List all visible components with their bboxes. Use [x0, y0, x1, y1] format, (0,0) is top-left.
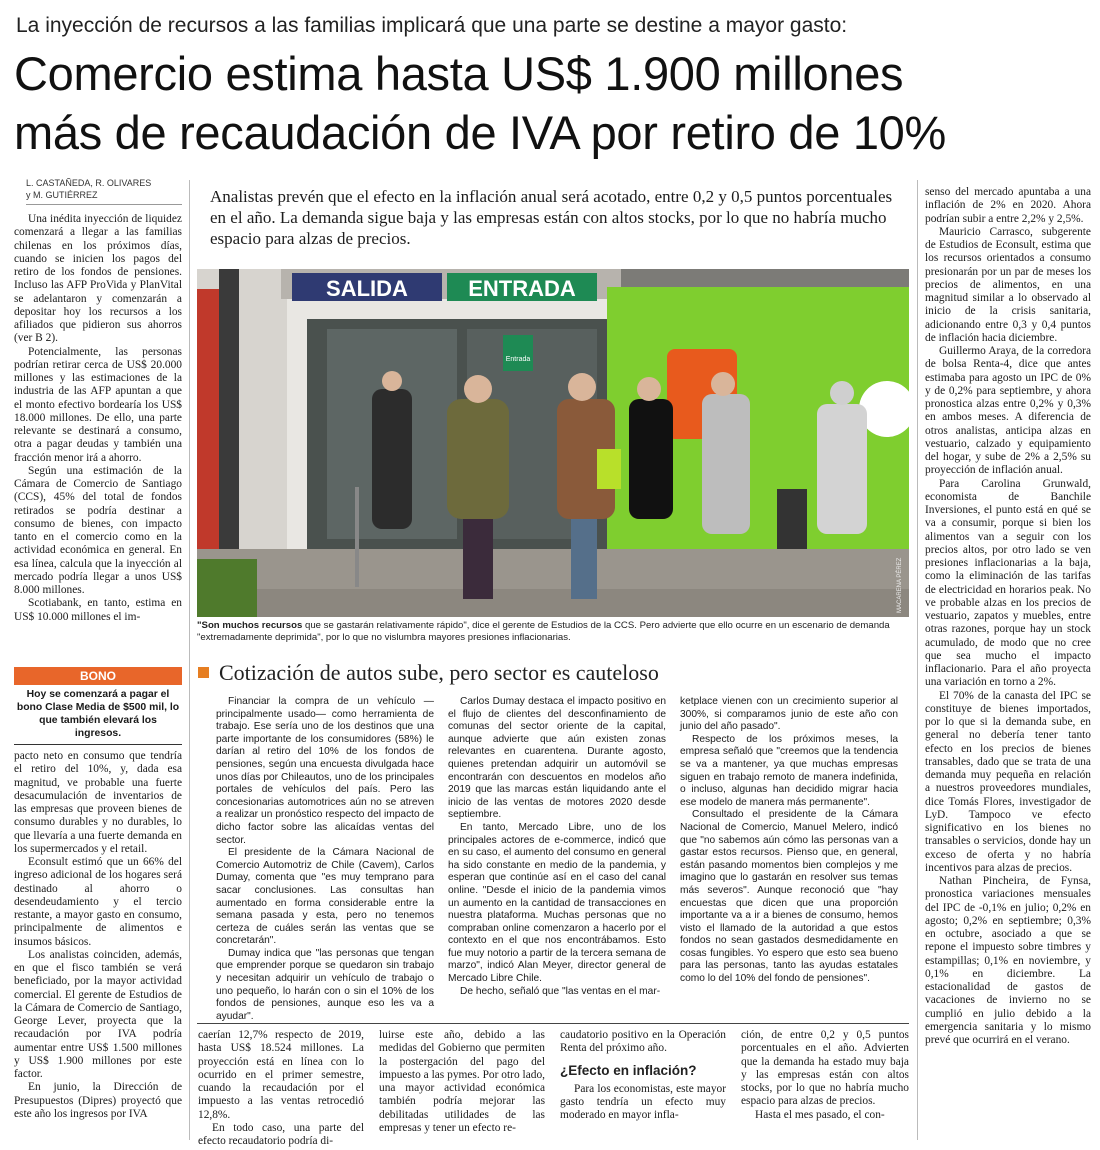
paragraph: El presidente de la Cámara Nacional de Comercio Automotriz de Chile (Cavem), Carlos Dumay, comenta que "es muy temprano para sacar conclusiones. Las consultas han aumentado en forma considerable entre la semana pasada y esta, pero no tenemos certeza de cuáles serán las ventas que se concretarán". — [216, 847, 434, 947]
paragraph: caerían 12,7% respecto de 2019, hasta US$ 18.524 millones. La proyección está en línea con lo ocurrido en el primer semestre, cuando la recaudación por el impuesto a las ventas retrocedió 12,8%. — [198, 1029, 364, 1121]
article-lede: Analistas prevén que el efecto en la inflación anual será acotado, entre 0,2 y 0,5 puntos porcentuales en el año. La demanda sigue baja y las empresas están con altos stocks, por lo que no habría mucho espacio para alzas de precios. — [210, 187, 893, 248]
headline-line-2: más de recaudación de IVA por retiro de 10% — [14, 106, 947, 159]
paragraph: Nathan Pincheira, de Fynsa, pronostica variaciones mensuales del IPC de -0,1% en julio; 0,2% en agosto; 0,2% en septiembre; 0,3% en octubre, asociado a que se repone el impuesto sobre timbres y estampillas; 0,1% en noviembre, y 0,1% en diciembre. La estacionalidad de gastos de vacaciones de invierno no se cumplió en julio debido a la emergencia sanitaria y lo mismo prevé que ocurrirá en el verano. — [925, 875, 1091, 1046]
autos-column-3 — [680, 696, 898, 986]
article-photo — [197, 269, 909, 617]
article-headline — [14, 44, 1094, 162]
column-divider — [189, 180, 190, 1140]
paragraph: Hasta el mes pasado, el con- — [755, 1108, 885, 1121]
photo-sign-exit: SALIDA — [326, 276, 408, 301]
paragraph: Econsult estimó que un 66% del ingreso adicional de los hogares será destinado al ahorro o desendeudamiento y el tercio restante, a mayor gasto en consumo, principalmente de alimentos e insumos básicos. — [14, 856, 182, 948]
paragraph: Una inédita inyección de liquidez comenzará a llegar a las familias chilenas en los próximos días, cuando se inicien los pagos del retiro de los fondos de pensiones. Incluso las AFP ProVida y PlanVital se adelantaron y comenzarán a depositar hoy los recursos a los afiliados que pidieron sus ahorros (ver B 2). — [14, 213, 182, 345]
right-column — [925, 186, 1091, 1047]
paragraph: Dumay indica que "las personas que tengan que emprender porque se quedaron sin trabajo y necesitan adquirir un vehículo de trabajo o uno pequeño, lo harán con o sin el 10% de los fondos de pensiones, aunque eso les va a ayudar". — [216, 947, 434, 1022]
paragraph: En junio, la Dirección de Presupuestos (Dipres) proyectó que este año los ingresos por IVA — [14, 1081, 182, 1120]
paragraph: Potencialmente, las personas podrían retirar cerca de US$ 20.000 millones y las estimaciones de la industria de las AFP apuntan a que el monto efectivo bordearía los US$ 18.000 millones. De ello, una parte relevante se destinará a consumo, otra a pagar deudas y también una fracción menor irá a ahorro. — [14, 345, 182, 464]
paragraph: De hecho, señaló que "las ventas en el mar- — [460, 985, 661, 997]
bottom-column-3 — [560, 1029, 726, 1123]
paragraph: senso del mercado apuntaba a una inflación de 2% en 2020. Ahora podrían subir a entre 2,2% y 2,5%. — [925, 186, 1091, 225]
byline-line-1: L. CASTAÑEDA, R. OLIVARES — [26, 178, 152, 188]
caption-text: que se gastarán relativamente rápido", dice el gerente de Estudios de la CCS. Pero advierte que ello ocurre en un escenario de demanda "extremadamente deprimida", por lo que no vislumbra mayores presiones inflacionarias. — [197, 620, 890, 643]
bottom-column-1 — [198, 1029, 364, 1148]
headline-line-1: Comercio estima hasta US$ 1.900 millones — [14, 47, 904, 100]
autos-column-2 — [448, 696, 666, 998]
bono-text: Hoy se comenzará a pagar el bono Clase Media de $500 mil, lo que también elevará los ingresos. — [16, 689, 180, 739]
bottom-column-2 — [379, 1029, 545, 1135]
autos-column-1 — [216, 696, 434, 1023]
bono-box — [14, 667, 182, 745]
photo-credit: MACARENA PÉREZ — [897, 557, 903, 613]
paragraph: Mauricio Carrasco, subgerente de Estudios de Econsult, estima que los recursos orientados a consumo presionarán por un par de meses los precios de alimentos, en una magnitud similar a lo observado al inicio de la crisis sanitaria, adicionando entre 0,3 y 0,4 puntos de inflación hacia diciembre. — [925, 225, 1091, 344]
byline — [26, 177, 151, 201]
paragraph: ción, de entre 0,2 y 0,5 puntos porcentuales en el año. Advierten que la demanda ha estado muy baja y las empresas están con altos stocks, por lo que no habría mucho espacio para alzas de precios. — [741, 1029, 909, 1108]
paragraph: ketplace vienen con un crecimiento superior al 300%, si comparamos junio de este año con junio del año pasado". — [680, 696, 898, 733]
photo-sign-entry: ENTRADA — [468, 276, 576, 301]
photo-sign-small: Entrada — [505, 356, 531, 363]
section-rule — [197, 1023, 909, 1024]
paragraph: El 70% de la canasta del IPC se constituye de bienes importados, por lo que si la demanda sube, en general no debería tener tanto efecto en los precios de bienes transables, dado que se trata de una demanda muy pequeña en relación a nuestros proveedores mundiales, dice Tomás Flores, investigador de LyD. Tampoco ve efecto significativo en los bienes no transables o servicios, donde hay un exceso de oferta y no habría incentivos para alzas de precios. — [925, 689, 1091, 874]
article-kicker: La inyección de recursos a las familias implicará que una parte se destine a mayor gasto: — [16, 14, 848, 37]
column-1-top — [14, 213, 182, 624]
inflation-subhead: ¿Efecto en inflación? — [560, 1062, 697, 1078]
bottom-column-4 — [741, 1029, 909, 1122]
paragraph: Respecto de los próximos meses, la empresa señaló que "creemos que la tendencia se va a mantener, ya que muchas empresas siguen en trabajo remoto de manera indefinida, o incluso, algunas han decidido migrar hacia ese modelo de manera más permanente". — [680, 733, 898, 808]
paragraph: Carlos Dumay destaca el impacto positivo en el flujo de clientes del desconfinamiento de comunas del sector oriente de la capital, aunque advierte que aún existen zonas relevantes en cuarentena. Durante agosto, quienes pretendan adquirir un automóvil se encontrarán con descuentos en modelos año 2019 que las marcas están liquidando ante el inicio de las ventas de motores 2020 desde septiembre. — [448, 696, 666, 821]
paragraph: Scotiabank, en tanto, estima en US$ 10.000 millones el im- — [14, 597, 182, 623]
paragraph: Financiar la compra de un vehículo —principalmente usado— como herramienta de trabajo. Ese sería uno de los destinos que una parte importante de los consumidores (58%) le darían al retiro del 10% de los fondos de pensiones, según una encuesta divulgada hace unos días por Chileautos, uno de los principales portales de vehículos del país. Pero las concesionarias automotrices aún no se atreven a realizar un pronóstico respecto del impacto de dicho factor sobre las alicaídas ventas del sector. — [216, 696, 434, 846]
bono-rule — [14, 744, 182, 745]
paragraph: Consultado el presidente de la Cámara Nacional de Comercio, Manuel Melero, indicó que "no sabemos aún cómo las personas van a gastar estos recursos. Pienso que, en general, están pasando momentos bien complejos y me imagino que lo gastarán en resolver sus temas más severos". Aunque reconoció que "hay encuestas que dicen que una proporción importante va a ir a bienes de consumo, hemos visto el llamado de la autoridad a que estos fondos no sean gastados desmedidamente en cosas fungibles. Yo espero que esto sea bueno para las personas, tanto las ayudas estatales como lo del 10% del fondo de pensiones". — [680, 809, 898, 985]
photo-caption — [197, 620, 909, 644]
paragraph: Para los economistas, este mayor gasto tendría un efecto muy moderado en mayor infla- — [560, 1082, 726, 1122]
paragraph: Guillermo Araya, de la corredora de bolsa Renta-4, dice que antes estimaba para agosto un IPC de 0% y de 0,2% para septiembre, y ahora pronostica alzas entre 0,2% y 0,3% en ambos meses. A diferencia de otros analistas, anticipa alzas en vestuario, calzado y equipamiento del hogar, y sube de 2% a 2,5% su proyección de inflación anual. — [925, 345, 1091, 477]
column-divider — [917, 180, 918, 1140]
paragraph: En todo caso, una parte del efecto recaudatorio podría di- — [198, 1121, 364, 1147]
paragraph: luirse este año, debido a las medidas del Gobierno que permiten la postergación del pago del impuesto a las pymes. Por otro lado, una mayor actividad económica también podría mejorar las debilitadas utilidades de las empresas y tener un efecto re- — [379, 1029, 545, 1134]
subhead-text: Cotización de autos sube, pero sector es cauteloso — [219, 660, 659, 685]
caption-bold: "Son muchos recursos — [197, 620, 303, 631]
paragraph: En tanto, Mercado Libre, uno de los principales actores de e-commerce, indicó que en su caso, el aumento del consumo en general ha sido constante en medio de la pandemia, y esperan que continúe así en el caso del canal online. "Desde el inicio de la pandemia vimos un aumento en la cantidad de transacciones en nuestra plataforma. Muchas personas que no compraban online comenzaron a hacerlo por el contexto en el que nos encontrábamos. Esto fue muy notorio a partir de la tercera semana de marzo", indicó Alan Meyer, director general de Mercado Libre Chile. — [448, 821, 666, 985]
paragraph: Para Carolina Grunwald, economista de Banchile Inversiones, el punto está en qué se va a consumir, porque si bien los alimentos van a seguir con los precios altos, por otro lado se ven presiones inflacionarias a la baja, como la eliminación de las tarifas de electricidad en horarios peak. No ve probable alzas en los precios de vestuario, zapatos y muebles, entre otras razones, porque hay un stock acumulado, de modo que no cree que sea mucho el impacto inflacionario. Para el año proyecta una variación en torno a 2%. — [925, 477, 1091, 689]
photo-illustration — [197, 269, 909, 617]
column-1-bottom — [14, 750, 182, 1121]
paragraph: pacto neto en consumo que tendría el retiro del 10%, y, dada esa magnitud, ve probable una fuerte desacumulación de inventarios de las empresas que proveen bienes de consumo durables y no durables, lo que llevaría a una fuerte demanda en los supermercados y el retail. — [14, 750, 182, 855]
byline-line-2: y M. GUTIÉRREZ — [26, 190, 98, 200]
bono-label: BONO — [14, 667, 182, 685]
autos-subhead — [198, 660, 910, 686]
subhead-square-icon — [198, 667, 209, 678]
byline-rule — [26, 204, 182, 205]
paragraph: caudatorio positivo en la Operación Renta del próximo año. — [560, 1029, 726, 1055]
paragraph: Los analistas coinciden, además, en que el fisco también se verá beneficiado, por la mayor actividad comercial. El gerente de Estudios de la Cámara de Comercio de Santiago, George Lever, proyecta que la recaudación por IVA podría aumentar entre US$ 1.500 millones y US$ 1.900 millones por este factor. — [14, 948, 182, 1080]
paragraph: Según una estimación de la Cámara de Comercio de Santiago (CCS), 45% del total de fondos retirados se podría destinar a consumo de bienes, con impacto tanto en el comercio como en la actividad económica en general. En esa línea, calcula que la inyección al mercado podría llegar a unos US$ 8.000 millones. — [14, 464, 182, 596]
